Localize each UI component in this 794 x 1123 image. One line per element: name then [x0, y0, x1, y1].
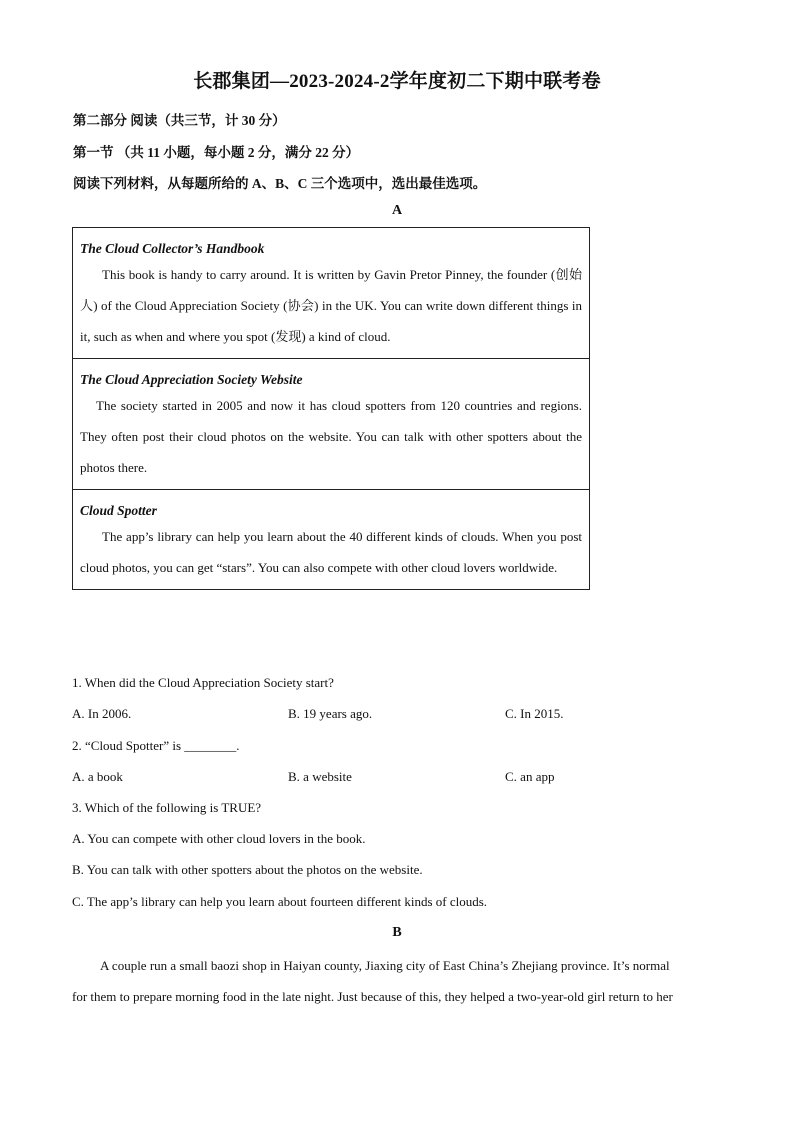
cell-body: The app’s library can help you learn about the 40 different kinds of clouds. When you post cloud photos, you can get “stars”. You can also compete with other cloud lovers worldwide. — [80, 529, 582, 575]
cell-title: The Cloud Appreciation Society Website — [80, 372, 303, 387]
passage-a-label: A — [391, 203, 403, 218]
question-1-option-a: A. In 2006. — [72, 706, 132, 721]
table-cell-handbook — [73, 228, 589, 359]
question-3-option-c: C. The app’s library can help you learn about fourteen different kinds of clouds. — [72, 894, 488, 909]
question-3-option-b: B. You can talk with other spotters about the photos on the website. — [72, 862, 423, 877]
table-cell-app — [73, 490, 589, 589]
question-1-option-b: B. 19 years ago. — [288, 706, 373, 721]
question-3-stem: 3. Which of the following is TRUE? — [72, 800, 262, 815]
instruction-text: 阅读下列材料，从每题所给的 A、B、C 三个选项中，选出最佳选项。 — [73, 176, 487, 191]
question-2-option-c: C. an app — [505, 769, 555, 784]
passage-b-line-2: for them to prepare morning food in the late night. Just because of this, they helped a two-year-old girl return to her — [72, 989, 673, 1004]
question-3-option-a: A. You can compete with other cloud lovers in the book. — [72, 831, 366, 846]
passage-a-table — [72, 227, 590, 590]
exam-title: 长郡集团—2023-2024-2学年度初二下期中联考卷 — [193, 71, 601, 92]
question-1-stem: 1. When did the Cloud Appreciation Society start? — [72, 675, 334, 690]
cell-body: The society started in 2005 and now it has cloud spotters from 120 countries and regions. They often post their cloud photos on the website. You can talk with other spotters about the photos there. — [80, 398, 582, 475]
question-1-option-c: C. In 2015. — [505, 706, 564, 721]
cell-body: This book is handy to carry around. It is written by Gavin Pretor Pinney, the founder (创始人) of the Cloud Appreciation Society (协会) in the UK. You can write down different things in it, such as when and where you spot (发现) a kind of cloud. — [80, 267, 582, 344]
cell-title: Cloud Spotter — [80, 503, 157, 518]
question-2-option-a: A. a book — [72, 769, 123, 784]
passage-b-label: B — [392, 925, 402, 940]
part-heading: 第二部分 阅读（共三节，计 30 分） — [73, 113, 286, 128]
cell-title: The Cloud Collector’s Handbook — [80, 241, 265, 256]
question-2-stem: 2. “Cloud Spotter” is ________. — [72, 738, 240, 753]
question-2-option-b: B. a website — [288, 769, 352, 784]
section-heading: 第一节 （共 11 小题，每小题 2 分，满分 22 分） — [73, 145, 360, 160]
table-cell-website — [73, 359, 589, 490]
passage-b-line-1: A couple run a small baozi shop in Haiyan county, Jiaxing city of East China’s Zhejiang province. It’s normal — [100, 958, 670, 973]
